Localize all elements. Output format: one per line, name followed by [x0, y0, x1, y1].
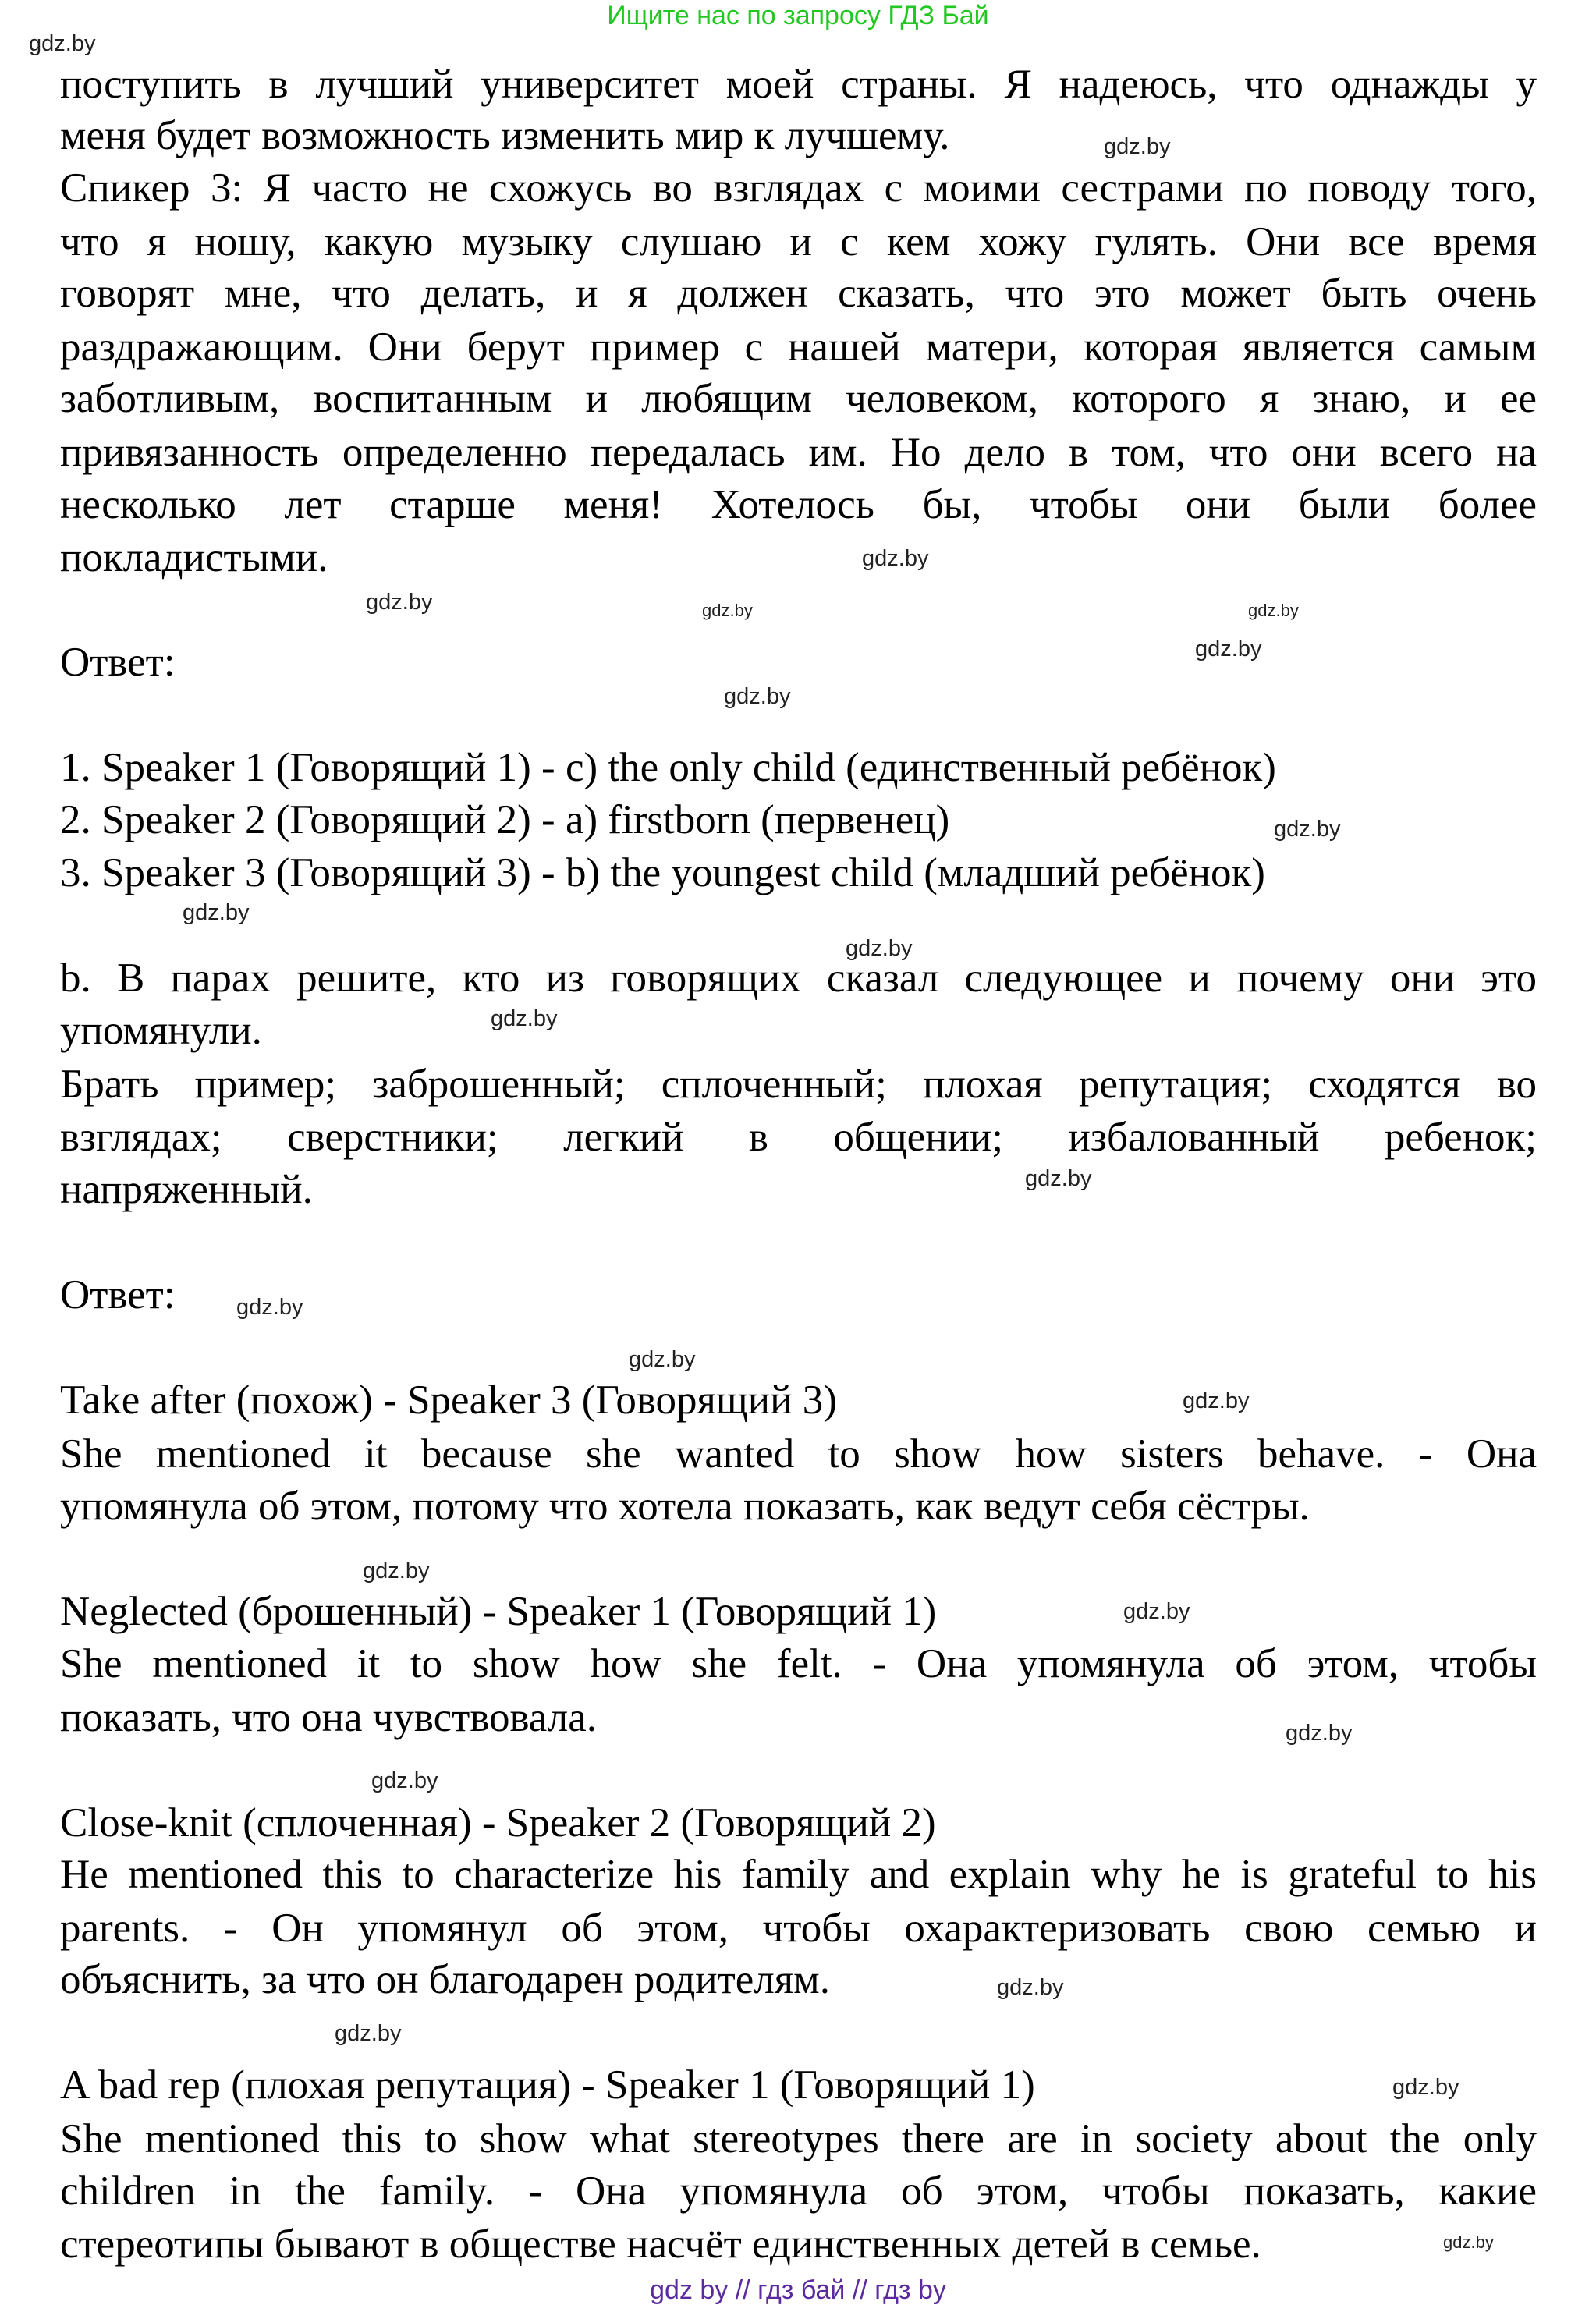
footer-links: gdz by // гдз бай // гдз by [650, 2275, 946, 2305]
watermark: gdz.by [363, 1558, 430, 1583]
task-text: b. В парах решите, кто из говорящих сказал следующее и почему они это [60, 956, 1537, 1001]
watermark: gdz.by [366, 590, 433, 615]
watermark: gdz.by [1183, 1388, 1250, 1413]
text-line: Спикер 3: Я часто не схожусь во взглядах с моими сестрами по поводу того, [60, 165, 1537, 211]
text-line: меня будет возможность изменить мир к лучшему. [60, 113, 950, 158]
answer-term: Take after (похож) - Speaker 3 (Говорящий 3) [60, 1378, 837, 1423]
watermark: gdz.by [1443, 2232, 1494, 2252]
answer-text: She mentioned this to show what stereotypes there are in society about the only [60, 2116, 1537, 2161]
answer-text: He mentioned this to characterize his family and explain why he is grateful to his [60, 1852, 1537, 1897]
watermark: gdz.by [236, 1295, 303, 1320]
answer-item: 3. Speaker 3 (Говорящий 3) - b) the youngest child (младший ребёнок) [60, 850, 1265, 895]
watermark: gdz.by [1123, 1599, 1190, 1624]
watermark: gdz.by [1392, 2075, 1459, 2100]
text-line: заботливым, воспитанным и любящим человеком, которого я знаю, и ее [60, 376, 1537, 421]
watermark: gdz.by [1025, 1166, 1092, 1191]
text-line: покладистыми. [60, 535, 328, 580]
watermark: gdz.by [1195, 637, 1262, 661]
answer-text: parents. - Он упомянул об этом, чтобы охарактеризовать свою семью и [60, 1906, 1537, 1951]
answer-item: 1. Speaker 1 (Говорящий 1) - c) the only child (единственный ребёнок) [60, 745, 1276, 790]
watermark: gdz.by [702, 601, 753, 620]
answer-term: A bad rep (плохая репутация) - Speaker 1 (Говорящий 1) [60, 2062, 1035, 2108]
text-line: что я ношу, какую музыку слушаю и с кем хожу гулять. Они все время [60, 219, 1537, 264]
watermark: gdz.by [1104, 134, 1171, 159]
watermark: gdz.by [629, 1347, 696, 1372]
watermark: gdz.by [491, 1006, 558, 1031]
watermark: gdz.by [1274, 817, 1341, 842]
text-line: говорят мне, что делать, и я должен сказать, что это может быть очень [60, 271, 1537, 316]
task-text: взглядах; сверстники; легкий в общении; избалованный ребенок; [60, 1115, 1537, 1160]
answer-text: стереотипы бывают в обществе насчёт единственных детей в семье. [60, 2222, 1261, 2267]
watermark: gdz.by [183, 900, 250, 925]
answer-text: объяснить, за что он благодарен родителям. [60, 1957, 830, 2002]
task-text: Брать пример; заброшенный; сплоченный; плохая репутация; сходятся во [60, 1062, 1537, 1107]
text-line: несколько лет старше меня! Хотелось бы, чтобы они были более [60, 482, 1537, 527]
text-line: раздражающим. Они берут пример с нашей матери, которая является самым [60, 324, 1537, 370]
answer-heading: Ответ: [60, 640, 176, 685]
watermark: gdz.by [1248, 601, 1299, 620]
answer-term: Neglected (брошенный) - Speaker 1 (Говорящий 1) [60, 1589, 937, 1634]
watermark: gdz.by [29, 31, 96, 56]
watermark: gdz.by [371, 1768, 438, 1793]
watermark: gdz.by [997, 1975, 1064, 2000]
watermark: gdz.by [846, 936, 913, 961]
text-line: привязанность определенно передалась им. Но дело в том, что они всего на [60, 430, 1537, 475]
answer-text: показать, что она чувствовала. [60, 1695, 598, 1740]
answer-text: She mentioned it because she wanted to show how sisters behave. - Она [60, 1431, 1537, 1477]
answer-text: children in the family. - Она упомянула об этом, чтобы показать, какие [60, 2168, 1537, 2214]
watermark: gdz.by [1286, 1721, 1353, 1746]
task-text: упомянули. [60, 1008, 262, 1053]
watermark: gdz.by [724, 684, 791, 709]
answer-heading: Ответ: [60, 1272, 176, 1317]
answer-item: 2. Speaker 2 (Говорящий 2) - a) firstborn (первенец) [60, 797, 950, 842]
watermark: gdz.by [862, 546, 929, 571]
answer-text: She mentioned it to show how she felt. - Она упомянула об этом, чтобы [60, 1641, 1537, 1686]
watermark: gdz.by [335, 2021, 402, 2046]
answer-term: Close-knit (сплоченная) - Speaker 2 (Говорящий 2) [60, 1800, 936, 1846]
header-banner: Ищите нас по запросу ГДЗ Бай [607, 1, 989, 30]
text-line: поступить в лучший университет моей страны. Я надеюсь, что однажды у [60, 62, 1537, 107]
task-text: напряженный. [60, 1167, 313, 1212]
answer-text: упомянула об этом, потому что хотела показать, как ведут себя сёстры. [60, 1484, 1310, 1529]
